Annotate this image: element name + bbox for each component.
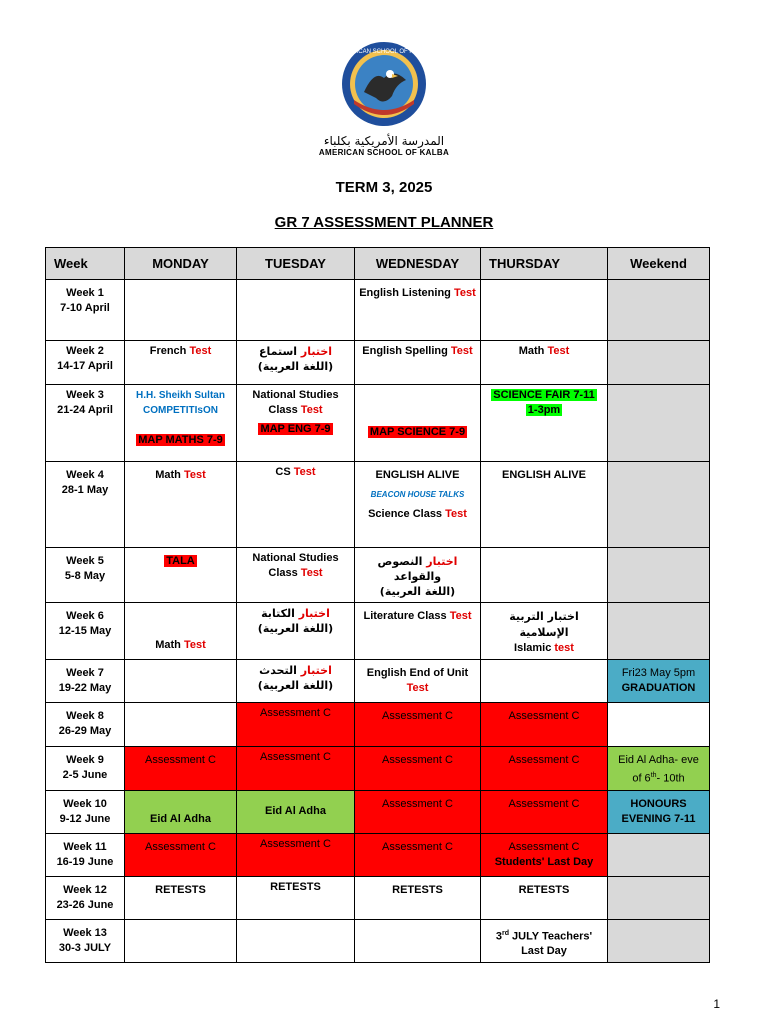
table-row (46, 833, 710, 876)
col-header-thursday: THURSDAY (481, 248, 608, 280)
col-header-weekend: Weekend (608, 248, 710, 280)
wednesday-cell: Literature Class Test (355, 603, 481, 660)
table-row (46, 341, 710, 385)
thursday-cell: ENGLISH ALIVE (481, 462, 608, 548)
week-cell: Week 3 21-24 April (46, 385, 125, 462)
weekend-cell (608, 341, 710, 385)
wednesday-cell: ENGLISH ALIVE BEACON HOUSE TALKS Science Class Test (355, 462, 481, 548)
wednesday-cell: Assessment C (355, 790, 481, 833)
thursday-cell: RETESTS (481, 876, 608, 919)
week-cell: Week 12 23-26 June (46, 876, 125, 919)
table-row (46, 385, 710, 462)
week-cell: Week 1 7-10 April (46, 280, 125, 341)
week-cell: Week 10 9-12 June (46, 790, 125, 833)
week-cell: Week 2 14-17 April (46, 341, 125, 385)
tuesday-cell: اختبار الكتابة (اللغة العربية) (237, 603, 355, 660)
monday-cell (125, 280, 237, 341)
tuesday-cell: National Studies Class Test (237, 548, 355, 603)
week-cell: Week 11 16-19 June (46, 833, 125, 876)
table-row (46, 660, 710, 703)
wednesday-cell (355, 919, 481, 963)
weekend-cell (608, 603, 710, 660)
col-header-wednesday: WEDNESDAY (355, 248, 481, 280)
week-cell: Week 13 30-3 JULY (46, 919, 125, 963)
weekend-cell (608, 876, 710, 919)
thursday-cell: اختبار التربية الإسلامية Islamic test (481, 603, 608, 660)
monday-cell: RETESTS (125, 876, 237, 919)
tuesday-cell: Eid Al Adha (237, 790, 355, 833)
tuesday-cell: CS Test (237, 462, 355, 548)
weekend-cell: Fri23 May 5pm GRADUATION (608, 660, 710, 703)
monday-cell: Assessment C (125, 833, 237, 876)
tuesday-cell: Assessment C (237, 833, 355, 876)
monday-cell: Math Test (125, 603, 237, 660)
school-name-english: AMERICAN SCHOOL OF KALBA (318, 148, 450, 157)
wednesday-cell: English Listening Test (355, 280, 481, 341)
week-cell: Week 5 5-8 May (46, 548, 125, 603)
tuesday-cell (237, 280, 355, 341)
col-header-monday: MONDAY (125, 248, 237, 280)
weekend-cell (608, 919, 710, 963)
wednesday-cell: RETESTS (355, 876, 481, 919)
tuesday-cell: اختبار استماع (اللغة العربية) (237, 341, 355, 385)
wednesday-cell: Assessment C (355, 703, 481, 747)
thursday-cell: Assessment C (481, 747, 608, 791)
table-row (46, 280, 710, 341)
monday-cell: Eid Al Adha (125, 790, 237, 833)
tuesday-cell: اختبار التحدث (اللغة العربية) (237, 660, 355, 703)
thursday-cell (481, 660, 608, 703)
wednesday-cell: MAP SCIENCE 7-9 (355, 385, 481, 462)
week-cell: Week 7 19-22 May (46, 660, 125, 703)
table-row (46, 919, 710, 963)
week-cell: Week 6 12-15 May (46, 603, 125, 660)
assessment-planner-table (45, 247, 710, 963)
term-title: TERM 3, 2025 (335, 179, 433, 196)
monday-cell: Math Test (125, 462, 237, 548)
weekend-cell: Eid Al Adha- eve of 6th- 10th (608, 747, 710, 791)
school-seal-icon (334, 40, 434, 132)
weekend-cell (608, 462, 710, 548)
tuesday-cell: National Studies Class Test MAP ENG 7-9 (237, 385, 355, 462)
table-row (46, 603, 710, 660)
thursday-cell (481, 548, 608, 603)
thursday-cell: Math Test (481, 341, 608, 385)
thursday-cell: Assessment C (481, 790, 608, 833)
school-logo (0, 40, 768, 157)
weekend-cell (608, 548, 710, 603)
weekend-cell: HONOURS EVENING 7-11 (608, 790, 710, 833)
page-number: 1 (713, 997, 720, 1011)
monday-cell: TALA (125, 548, 237, 603)
monday-cell: Assessment C (125, 747, 237, 791)
monday-cell (125, 703, 237, 747)
svg-text:AMERICAN SCHOOL OF KALBA: AMERICAN SCHOOL OF KALBA (339, 49, 429, 55)
thursday-cell: 3rd JULY Teachers' Last Day (481, 919, 608, 963)
table-row (46, 703, 710, 747)
wednesday-cell: English End of Unit Test (355, 660, 481, 703)
table-row (46, 790, 710, 833)
wednesday-cell: English Spelling Test (355, 341, 481, 385)
table-row (46, 548, 710, 603)
thursday-cell (481, 280, 608, 341)
weekend-cell (608, 833, 710, 876)
week-cell: Week 4 28-1 May (46, 462, 125, 548)
wednesday-cell: Assessment C (355, 833, 481, 876)
tuesday-cell: Assessment C (237, 747, 355, 791)
weekend-cell (608, 385, 710, 462)
monday-cell (125, 660, 237, 703)
table-header-row (46, 248, 710, 280)
week-cell: Week 9 2-5 June (46, 747, 125, 791)
monday-cell (125, 919, 237, 963)
tuesday-cell: RETESTS (237, 876, 355, 919)
weekend-cell (608, 703, 710, 747)
col-header-tuesday: TUESDAY (237, 248, 355, 280)
thursday-cell: SCIENCE FAIR 7-11 1-3pm (481, 385, 608, 462)
thursday-cell: Assessment C Students' Last Day (481, 833, 608, 876)
planner-title: GR 7 ASSESSMENT PLANNER (274, 214, 494, 231)
tuesday-cell (237, 919, 355, 963)
col-header-week: Week (46, 248, 125, 280)
thursday-cell: Assessment C (481, 703, 608, 747)
tuesday-cell: Assessment C (237, 703, 355, 747)
table-row (46, 462, 710, 548)
table-row (46, 876, 710, 919)
wednesday-cell: Assessment C (355, 747, 481, 791)
week-cell: Week 8 26-29 May (46, 703, 125, 747)
monday-cell: French Test (125, 341, 237, 385)
table-row (46, 747, 710, 791)
monday-cell: H.H. Sheikh Sultan COMPETITIsON MAP MATHS 7-9 (125, 385, 237, 462)
weekend-cell (608, 280, 710, 341)
school-name-arabic: المدرسة الأمريكية بكلباء (323, 134, 445, 148)
wednesday-cell: اختبار النصوص والقواعد (اللغة العربية) (355, 548, 481, 603)
